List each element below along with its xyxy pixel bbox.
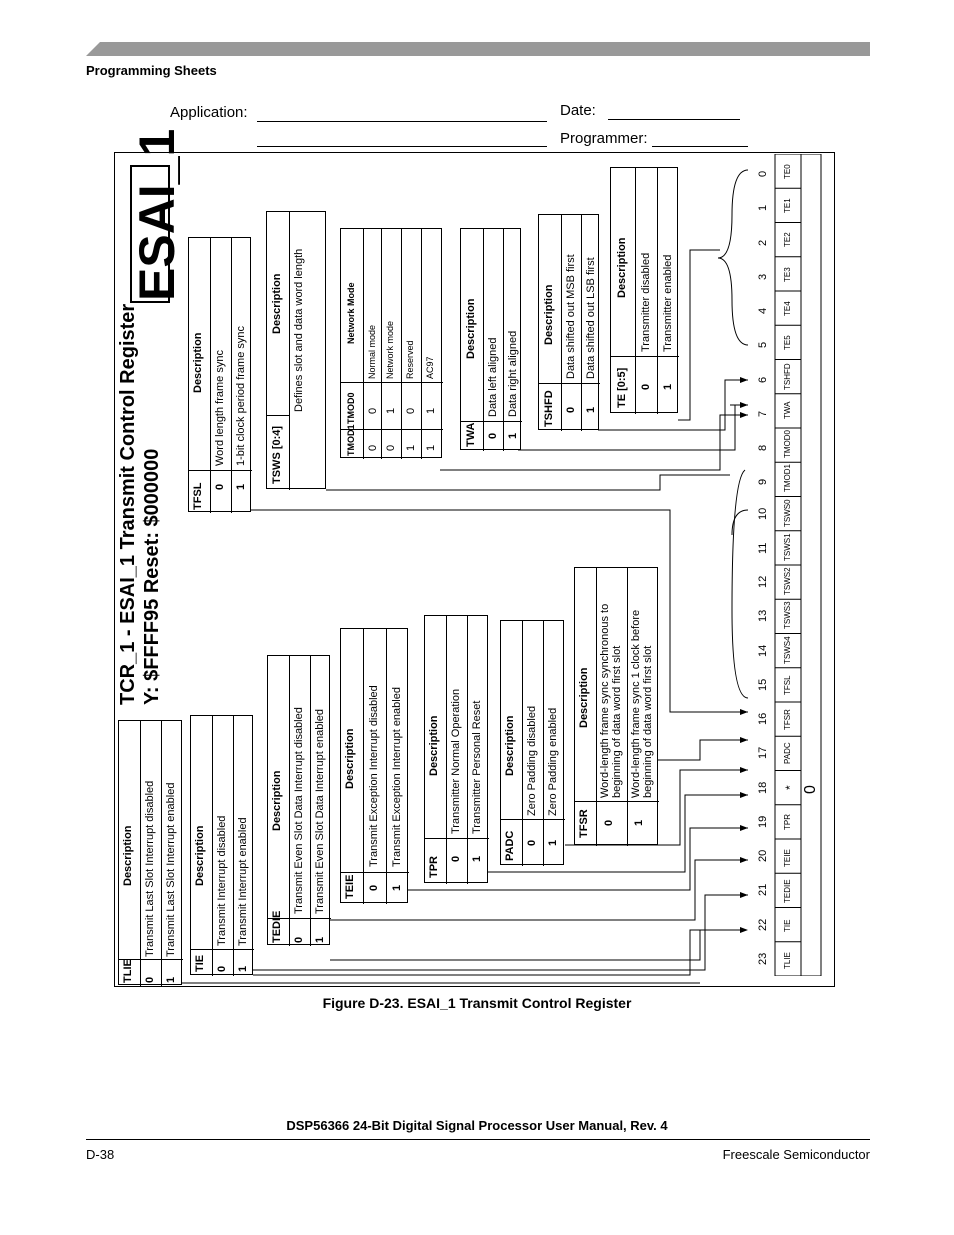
- tmod1-head: TMOD1: [346, 424, 356, 456]
- bit-name: PADC: [783, 742, 792, 764]
- bit-name: TSWS0: [783, 499, 792, 527]
- tfsl-head: TFSL: [192, 482, 204, 510]
- tedie-head: TEDIE: [271, 910, 283, 943]
- tfsr-table: [574, 567, 658, 845]
- bit-name: *: [783, 785, 797, 791]
- bit-number: 4: [757, 308, 769, 315]
- tie-row1-desc: Transmit Interrupt enabled: [237, 817, 249, 946]
- bit-name: TWA: [783, 401, 792, 419]
- twa-row0-val: 0: [487, 432, 499, 439]
- tpr-row0-val: 0: [450, 855, 462, 862]
- tfsr-row0-val: 0: [603, 819, 615, 826]
- tmod-desc-head: Network Mode: [346, 282, 356, 344]
- bit-name: TE4: [783, 301, 792, 316]
- bit-number: 7: [757, 410, 769, 417]
- bit-number: 6: [757, 376, 769, 383]
- bit-value-cell[interactable]: [801, 599, 821, 633]
- tedie-row0-desc: Transmit Even Slot Data Interrupt disabled: [293, 707, 305, 914]
- teie-row0-desc: Transmit Exception Interrupt disabled: [368, 685, 380, 867]
- bit-number: 13: [757, 610, 769, 623]
- bit-name: TE3: [783, 267, 792, 282]
- bit-value-cell[interactable]: [801, 736, 821, 770]
- bit-number: 14: [757, 644, 769, 657]
- tfsr-row0-desc: Word-length frame sync synchronous to beginning of data word first slot: [599, 603, 623, 798]
- twa-desc-head: Description: [465, 298, 477, 359]
- te-head: TE [0:5]: [616, 367, 628, 408]
- twa-head: TWA: [465, 422, 477, 447]
- tie-row1-val: 1: [237, 965, 249, 972]
- bit-name: TFSR: [783, 708, 792, 730]
- te-table: [610, 167, 678, 413]
- bit-name: TSHFD: [783, 362, 792, 390]
- bit-name: TE5: [783, 335, 792, 351]
- tlie-table: [118, 720, 182, 985]
- bit-number: 3: [757, 273, 769, 280]
- twa-row1-val: 1: [507, 432, 519, 439]
- tfsr-desc-head: Description: [578, 667, 590, 728]
- date-label: Date:: [560, 102, 596, 119]
- bit-number: 10: [757, 507, 769, 520]
- tlie-head: TLIE: [122, 959, 134, 983]
- bit-name: TSWS2: [783, 567, 792, 596]
- bit-value-cell[interactable]: [801, 873, 821, 907]
- bit-name: TPR: [783, 813, 792, 830]
- bit-value-cell[interactable]: [801, 188, 821, 222]
- tshfd-row1-val: 1: [585, 406, 597, 413]
- tfsl-desc-head: Description: [192, 332, 204, 393]
- bit-number: 8: [757, 445, 769, 452]
- bit-value-cell[interactable]: [801, 531, 821, 565]
- tmod-row0-desc: Normal mode: [367, 324, 377, 379]
- tie-desc-head: Description: [194, 825, 206, 886]
- tsws-desc: Defines slot and data word length: [293, 248, 305, 412]
- footer-rule: [86, 1139, 870, 1140]
- bit-name: TFSL: [783, 675, 792, 696]
- tlie-row0-val: 0: [144, 976, 156, 983]
- tedie-row0-val: 0: [293, 936, 305, 943]
- bit-number: 15: [757, 678, 769, 691]
- bit-number: 20: [757, 849, 769, 863]
- bit-number: 21: [757, 884, 769, 897]
- bit-value-cell[interactable]: [801, 428, 821, 462]
- tpr-table: [424, 615, 488, 883]
- bit-name: TSWS1: [783, 533, 792, 561]
- tshfd-head: TSHFD: [543, 390, 555, 427]
- tmod-row2-a: 1: [405, 444, 417, 451]
- tfsl-row0-val: 0: [214, 483, 226, 490]
- tfsr-head: TFSR: [578, 809, 590, 838]
- tlie-row0-desc: Transmit Last Slot Interrupt disabled: [144, 780, 156, 957]
- section-title: Programming Sheets: [86, 63, 217, 78]
- bit-value-cell[interactable]: [801, 360, 821, 394]
- teie-row1-desc: Transmit Exception Interrupt enabled: [391, 687, 403, 867]
- bit-number: 19: [757, 815, 769, 828]
- te-row1-desc: Transmitter enabled: [662, 254, 674, 352]
- bit-number: 18: [757, 781, 769, 794]
- bit-value-cell[interactable]: [801, 257, 821, 291]
- tfsr-row1-val: 1: [633, 819, 645, 826]
- esai-badge-text: ESAI_1: [129, 128, 185, 301]
- bit-name: TEDIE: [783, 879, 792, 904]
- tedie-desc-head: Description: [271, 770, 283, 831]
- tsws-desc-head: Description: [271, 273, 283, 334]
- bit-name: TSWS3: [783, 601, 792, 630]
- padc-row0-val: 0: [526, 839, 538, 846]
- bit-value-cell[interactable]: [801, 908, 821, 942]
- figure-caption: Figure D-23. ESAI_1 Transmit Control Register: [322, 995, 632, 1011]
- bit-value-cell[interactable]: [801, 462, 821, 496]
- padc-head: PADC: [504, 830, 516, 861]
- twa-table: [460, 228, 521, 450]
- bit-name: TSWS4: [783, 636, 792, 664]
- footer-title: DSP56366 24-Bit Digital Signal Processor User Manual, Rev. 4: [286, 1118, 668, 1133]
- bit-number: 1: [757, 205, 769, 212]
- tsws-table: [266, 211, 326, 489]
- tmod-table: [340, 228, 442, 458]
- bit-name: TE2: [783, 232, 792, 248]
- tmod-row3-a: 1: [425, 444, 437, 451]
- te-row1-val: 1: [662, 383, 674, 390]
- padc-desc-head: Description: [504, 715, 516, 776]
- bit-name: TEIE: [783, 848, 792, 867]
- tmod-row1-a: 0: [385, 444, 397, 451]
- bit-value-cell[interactable]: [801, 565, 821, 599]
- tpr-desc-head: Description: [428, 715, 440, 776]
- tshfd-table: [538, 214, 599, 430]
- te-desc-head: Description: [616, 237, 628, 298]
- register-title: TCR_1 - ESAI_1 Transmit Control Register: [117, 303, 139, 705]
- tmod0-head: TMOD0: [346, 392, 356, 424]
- application-label: Application:: [170, 104, 248, 121]
- register-address: Y: $FFFF95 Reset: $000000: [141, 448, 163, 705]
- te-row0-val: 0: [640, 383, 652, 390]
- bit-value-cell[interactable]: [801, 634, 821, 668]
- tmod-row1-desc: Network mode: [385, 320, 395, 379]
- bit-value-cell[interactable]: [801, 839, 821, 873]
- tpr-row1-desc: Transmitter Personal Reset: [471, 700, 483, 834]
- bit-value-cell[interactable]: [801, 154, 821, 188]
- bit-number: 12: [757, 575, 769, 589]
- bit-value-cell[interactable]: [801, 771, 821, 805]
- tie-head: TIE: [194, 954, 206, 972]
- teie-head: TEIE: [344, 874, 356, 899]
- tedie-row1-val: 1: [314, 936, 326, 943]
- teie-row0-val: 0: [368, 884, 380, 891]
- bit-value-cell[interactable]: [801, 668, 821, 702]
- teie-desc-head: Description: [344, 728, 356, 789]
- bit-name: TLIE: [783, 952, 792, 970]
- company-name: Freescale Semiconductor: [722, 1147, 870, 1162]
- reserved-bit-value: 0: [802, 784, 819, 794]
- bit-name: TMOD1: [783, 464, 792, 493]
- tfsl-row1-desc: 1-bit clock period frame sync: [235, 326, 247, 466]
- tmod-row3-b: 1: [425, 407, 437, 414]
- tpr-row0-desc: Transmitter Normal Operation: [450, 688, 462, 834]
- bit-name: TE1: [783, 198, 792, 214]
- tshfd-row1-desc: Data shifted out LSB first: [585, 257, 597, 379]
- te-row0-desc: Transmitter disabled: [640, 252, 652, 352]
- tsws-head: TSWS [0:4]: [271, 425, 283, 484]
- padc-table: [500, 620, 564, 865]
- tshfd-desc-head: Description: [543, 284, 555, 345]
- teie-table: [340, 628, 408, 903]
- bit-number: 22: [757, 918, 769, 931]
- bit-name: TE0: [783, 164, 792, 179]
- bit-number: 11: [757, 542, 769, 554]
- bit-number: 5: [757, 342, 769, 349]
- twa-row1-desc: Data right aligned: [507, 330, 519, 417]
- bit-name: TIE: [783, 919, 792, 933]
- bit-value-cell[interactable]: [801, 394, 821, 428]
- bit-value-cell[interactable]: [801, 291, 821, 325]
- tfsl-row0-desc: Word length frame sync: [214, 350, 226, 466]
- bit-value-cell[interactable]: [801, 497, 821, 531]
- padc-row1-desc: Zero Padding enabled: [547, 707, 559, 816]
- tshfd-row0-desc: Data shifted out MSB first: [565, 254, 577, 379]
- page-number: D-38: [86, 1147, 115, 1162]
- tpr-row1-val: 1: [471, 855, 483, 862]
- bit-value-cell[interactable]: [801, 223, 821, 257]
- tshfd-row0-val: 0: [565, 406, 577, 413]
- programmer-label: Programmer:: [560, 130, 648, 147]
- tie-row0-desc: Transmit Interrupt disabled: [216, 815, 228, 946]
- bit-value-cell[interactable]: [801, 702, 821, 736]
- tfsr-row1-desc: Word-length frame sync 1 clock before beginning of data word first slot: [630, 609, 654, 798]
- tmod-row3-desc: AC97: [425, 356, 435, 379]
- padc-row0-desc: Zero Padding disabled: [526, 705, 538, 816]
- bit-number: 2: [757, 239, 769, 246]
- tmod-row2-desc: Reserved: [405, 340, 415, 379]
- bit-number: 17: [757, 747, 769, 760]
- tfsl-row1-val: 1: [235, 483, 247, 490]
- tpr-head: TPR: [428, 856, 440, 878]
- twa-row0-desc: Data left aligned: [487, 337, 499, 417]
- bit-name: TMOD0: [783, 430, 792, 459]
- tie-table: [190, 715, 253, 975]
- tmod-row2-b: 0: [405, 407, 417, 414]
- bit-number: 16: [757, 712, 769, 726]
- tedie-row1-desc: Transmit Even Slot Data Interrupt enabled: [314, 708, 326, 914]
- tmod-row0-b: 0: [367, 407, 379, 414]
- tlie-desc-head: Description: [122, 825, 134, 886]
- bit-value-cell[interactable]: [801, 942, 821, 976]
- tmod-row0-a: 0: [367, 444, 379, 451]
- bit-value-cell[interactable]: [801, 325, 821, 359]
- tmod-row1-b: 1: [385, 407, 397, 414]
- teie-row1-val: 1: [391, 884, 403, 891]
- tie-row0-val: 0: [216, 965, 228, 972]
- tlie-row1-desc: Transmit Last Slot Interrupt enabled: [165, 782, 177, 957]
- bit-value-cell[interactable]: [801, 805, 821, 839]
- padc-row1-val: 1: [547, 839, 559, 846]
- bit-number: 9: [757, 479, 769, 486]
- bit-grid: [753, 154, 819, 976]
- tedie-table: [267, 655, 330, 945]
- tfsl-table: [188, 237, 251, 512]
- bit-number: 23: [757, 952, 769, 965]
- tlie-row1-val: 1: [165, 976, 177, 983]
- bit-number: 0: [757, 171, 769, 178]
